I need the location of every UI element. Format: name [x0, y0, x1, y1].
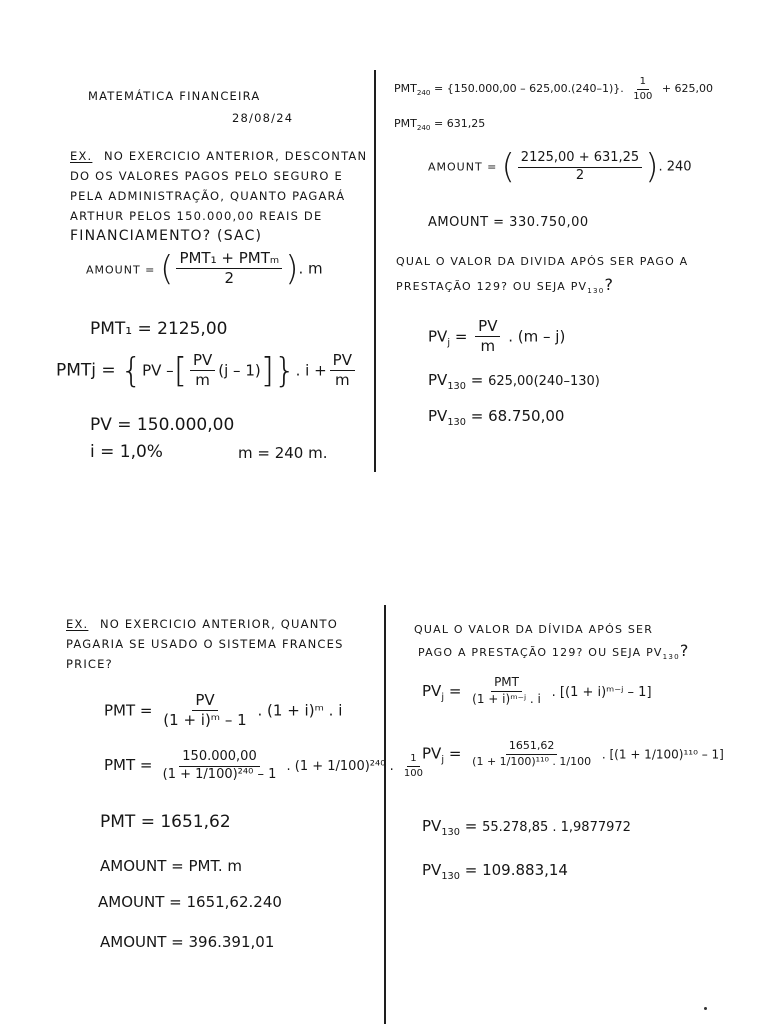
pvj-formula — [428, 318, 565, 356]
amount-result: AMOUNT = 330.750,00 — [428, 215, 589, 230]
amount-tail: . m — [298, 259, 323, 278]
price-pmt-formula — [104, 692, 342, 730]
close-brace: } — [273, 350, 296, 391]
price-pvj-fraction-num: PMT — [491, 676, 522, 692]
question-2-end: ? — [679, 641, 690, 660]
pvj-tail: . (m – j) — [508, 327, 566, 346]
pmtj-fraction-2-num: PV — [330, 352, 355, 371]
pv130-label: PV — [428, 371, 448, 389]
pmt240-tail: + 625,00 — [661, 82, 714, 95]
amount-formula — [86, 250, 323, 288]
question-line-1: QUAL O VALOR DA DIVIDA APÓS SER PAGO A — [396, 255, 689, 268]
price-pvj-sub: j — [441, 691, 445, 703]
price-amount-1: AMOUNT = PMT. m — [100, 857, 242, 875]
equals: = — [464, 817, 478, 835]
price-pv130b-label: PV — [422, 861, 442, 879]
equals: = — [433, 82, 444, 95]
price-pvj2-sub: j — [441, 754, 445, 766]
pv130-expr: 625,00(240–130) — [488, 374, 600, 389]
pv-value: PV = 150.000,00 — [90, 415, 235, 435]
price-pmt2-fraction-den: (1 + 1/100)²⁴⁰ – 1 — [162, 766, 277, 782]
pmtj-fraction — [190, 352, 215, 390]
close-bracket: ] — [260, 350, 274, 391]
pmtj-j: (j – 1) — [218, 361, 261, 380]
amount-label-2: AMOUNT = — [428, 160, 498, 174]
price-pv130b-expr: 109.883,14 — [482, 861, 568, 879]
question-line-2-text: PRESTAÇÃO 129? OU SEJA PV — [396, 280, 588, 293]
question-line-2 — [396, 276, 614, 295]
problem-line-1: NO EXERCICIO ANTERIOR, DESCONTAN — [104, 149, 368, 163]
pmt240-formula — [394, 76, 713, 102]
pv130-formula — [428, 372, 600, 392]
price-pmt-substituted — [104, 750, 429, 783]
amount-label: AMOUNT = — [86, 263, 156, 277]
question-2-sub: 130 — [662, 652, 680, 662]
problem-2-line-2: PAGARIA SE USADO O SISTEMA FRANCES — [66, 637, 344, 651]
question-2-line-1: QUAL O VALOR DA DÍVIDA APÓS SER — [414, 623, 654, 636]
equals: = — [448, 681, 462, 700]
price-pv130a-label: PV — [422, 817, 442, 835]
price-pvj2-label: PV — [422, 744, 442, 763]
open-paren: ( — [501, 147, 515, 187]
pmtj-pv: PV – — [142, 361, 174, 380]
pvj-fraction — [475, 318, 500, 356]
pv130-result-sub: 130 — [447, 417, 466, 428]
rate-value: i = 1,0% — [90, 442, 163, 462]
open-bracket: [ — [173, 350, 187, 391]
pmt240-label: PMT — [394, 82, 417, 95]
amount-fraction-den: 2 — [224, 269, 235, 288]
amount-fraction-2 — [518, 151, 642, 184]
price-pmt2-fraction-num: 150.000,00 — [179, 750, 259, 767]
pmtj-fraction-2 — [330, 352, 355, 390]
price-pvj2-fraction-num: 1651,62 — [506, 740, 558, 755]
equals: = — [470, 407, 484, 425]
pmtj-fraction-2-den: m — [335, 371, 350, 390]
pvj-sub: j — [447, 337, 451, 349]
price-pvj-label: PV — [422, 681, 442, 700]
close-paren: ) — [645, 147, 659, 187]
pv130-result — [428, 408, 564, 428]
close-paren: ) — [285, 248, 299, 289]
equals: = — [464, 861, 478, 879]
amount-tail-2: . 240 — [658, 159, 692, 175]
price-pv130a-expr: 55.278,85 . 1,9877972 — [482, 820, 631, 835]
price-amount-2: AMOUNT = 1651,62.240 — [98, 893, 282, 911]
amount-formula-2 — [428, 147, 692, 187]
price-pv130b-sub: 130 — [441, 871, 460, 882]
open-paren: ( — [160, 248, 174, 289]
equals: = — [448, 744, 462, 763]
pmt240-fraction-den: 100 — [633, 90, 653, 102]
price-pvj-tail: . [(1 + i)ᵐ⁻ʲ – 1] — [551, 684, 652, 700]
price-pv130-calc — [422, 818, 631, 838]
equals: = — [470, 371, 484, 389]
price-pv130-result — [422, 862, 568, 882]
divider-line-top — [374, 70, 376, 472]
open-brace: { — [120, 350, 143, 391]
equals: = — [454, 327, 468, 346]
price-pvj-substituted — [422, 740, 724, 768]
pmtj-formula — [56, 352, 358, 390]
question-2-line-2-text: PAGO A PRESTAÇÃO 129? OU SEJA PV — [418, 646, 663, 659]
pvj-fraction-num: PV — [475, 318, 500, 337]
price-pvj2-fraction-den: (1 + 1/100)¹¹⁰ . 1/100 — [472, 754, 592, 768]
page-title: MATEMÁTICA FINANCEIRA — [88, 89, 261, 103]
problem-2-line-3: PRICE? — [66, 657, 113, 671]
pmtj-fraction-num: PV — [190, 352, 215, 371]
pv130-result-value: 68.750,00 — [488, 407, 565, 425]
exercise-label: EX. — [70, 149, 93, 163]
price-amount-3: AMOUNT = 396.391,01 — [100, 933, 275, 951]
pmt1-value: PMT₁ = 2125,00 — [90, 319, 228, 339]
question-2-line-2 — [418, 642, 690, 661]
price-pvj2-tail: . [(1 + 1/100)¹¹⁰ – 1] — [601, 747, 724, 762]
ink-mark — [704, 1007, 707, 1010]
question-end: ? — [604, 275, 615, 294]
price-pmt2-tail: . (1 + 1/100)²⁴⁰ . — [286, 758, 394, 774]
pv130-sub: 130 — [447, 381, 466, 392]
pmt240-result-value: 631,25 — [446, 117, 486, 130]
exercise-label-2: EX. — [66, 617, 89, 631]
price-pmt2-label: PMT = — [104, 755, 153, 774]
equals: = — [433, 117, 444, 130]
pmt240-fraction-num: 1 — [637, 76, 649, 90]
pmt240-fraction — [630, 76, 655, 102]
price-pvj-formula — [422, 676, 652, 707]
price-pmt-label: PMT = — [104, 701, 153, 720]
problem-line-4: ARTHUR PELOS 150.000,00 REAIS DE — [70, 209, 323, 223]
page-date: 28/08/24 — [232, 111, 294, 125]
price-pmt2-fraction — [160, 750, 280, 783]
amount-fraction-2-num: 2125,00 + 631,25 — [518, 151, 642, 168]
price-pmt-fraction-den: (1 + i)ᵐ – 1 — [163, 711, 247, 730]
pvj-label: PV — [428, 327, 448, 346]
price-pmt-tail: . (1 + i)ᵐ . i — [257, 701, 343, 720]
pmt240-result — [394, 118, 485, 132]
price-pmt-fraction — [160, 692, 249, 730]
price-pv130a-sub: 130 — [441, 827, 460, 838]
pmt240-expr: {150.000,00 – 625,00.(240–1)}. — [446, 82, 624, 95]
price-pmt2-fraction-2-den: 100 — [403, 767, 423, 779]
problem-line-5: FINANCIAMENTO? (SAC) — [70, 228, 263, 244]
pmtj-tail: . i + — [295, 361, 327, 380]
pvj-fraction-den: m — [480, 337, 496, 356]
amount-fraction-num: PMT₁ + PMTₘ — [176, 250, 282, 269]
problem-line-2: DO OS VALORES PAGOS PELO SEGURO E — [70, 169, 343, 183]
problem-line-3: PELA ADMINISTRAÇÃO, QUANTO PAGARÁ — [70, 189, 346, 203]
problem-2-line-1: NO EXERCICIO ANTERIOR, QUANTO — [100, 617, 338, 631]
price-pvj2-fraction — [469, 740, 594, 768]
amount-fraction — [176, 250, 282, 288]
pmtj-fraction-den: m — [195, 371, 210, 390]
pmt240-result-label: PMT — [394, 117, 417, 130]
pmtj-label: PMTj = — [56, 360, 116, 381]
divider-line-bottom — [384, 605, 386, 1024]
amount-fraction-2-den: 2 — [575, 167, 585, 183]
question-sub: 130 — [587, 286, 605, 296]
price-pmt-fraction-num: PV — [192, 692, 217, 711]
price-pvj-fraction-den: (1 + i)ᵐ⁻ʲ . i — [472, 691, 541, 706]
price-pmt2-fraction-2-num: 1 — [407, 753, 419, 767]
price-pmt-value: PMT = 1651,62 — [100, 812, 231, 832]
pmt240-result-sub: 240 — [416, 123, 431, 133]
term-value: m = 240 m. — [238, 444, 328, 462]
price-pvj-fraction — [469, 676, 544, 707]
pmt240-sub: 240 — [416, 88, 431, 98]
pv130-result-label: PV — [428, 407, 448, 425]
